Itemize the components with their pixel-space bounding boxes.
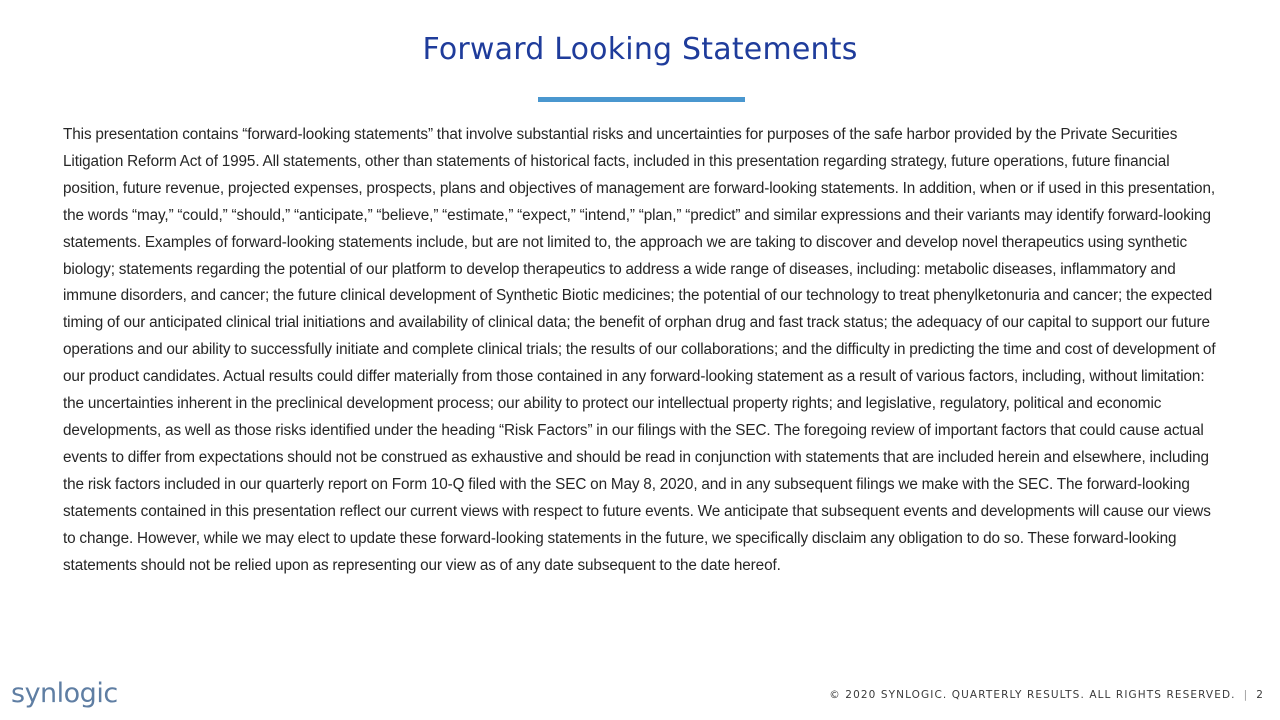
footer-copyright: © 2020 SYNLOGIC. QUARTERLY RESULTS. ALL RIGHTS RESERVED. [829,689,1236,701]
page-number: 2 [1256,689,1264,701]
footer-separator: | [1243,689,1249,701]
title-underline-rule [538,97,745,102]
disclaimer-paragraph: This presentation contains “forward-looking statements” that involve substantial risks and uncertainties for purposes of the safe harbor provided by the Private Securities Litigation Reform Act of 1995. All statements, other than statements of historical facts, included in this presentation regarding strategy, future operations, future financial position, future revenue, projected expenses, prospects, plans and objectives of management are forward-looking statements. In addition, when or if used in this presentation, the words “may,” “could,” “should,” “anticipate,” “believe,” “estimate,” “expect,” “intend,” “plan,” “predict” and similar expressions and their variants may identify forward-looking statements. Examples of forward-looking statements include, but are not limited to, the approach we are taking to discover and develop novel therapeutics using synthetic biology; statements regarding the potential of our platform to develop therapeutics to address a wide range of diseases, including: metabolic diseases, inflammatory and immune disorders, and cancer; the future clinical development of Synthetic Biotic medicines; the potential of our technology to treat phenylketonuria and cancer; the expected timing of our anticipated clinical trial initiations and availability of clinical data; the benefit of orphan drug and fast track status; the adequacy of our capital to support our future operations and our ability to successfully initiate and complete clinical trials; the results of our collaborations; and the difficulty in predicting the time and cost of development of our product candidates. Actual results could differ materially from those contained in any forward-looking statement as a result of various factors, including, without limitation: the uncertainties inherent in the preclinical development process; our ability to protect our intellectual property rights; and legislative, regulatory, political and economic developments, as well as those risks identified under the heading “Risk Factors” in our filings with the SEC. The foregoing review of important factors that could cause actual events to differ from expectations should not be construed as exhaustive and should be read in conjunction with statements that are included herein and elsewhere, including the risk factors included in our quarterly report on Form 10-Q filed with the SEC on May 8, 2020, and in any subsequent filings we make with the SEC. The forward-looking statements contained in this presentation reflect our current views with respect to future events. We anticipate that subsequent events and developments will cause our views to change. However, while we may elect to update these forward-looking statements in the future, we specifically disclaim any obligation to do so. These forward-looking statements should not be relied upon as representing our view as of any date subsequent to the date hereof. [63,126,1216,574]
slide-footer [829,688,1264,702]
slide-title: Forward Looking Statements [422,32,858,67]
synlogic-logo: synlogic [11,678,118,709]
